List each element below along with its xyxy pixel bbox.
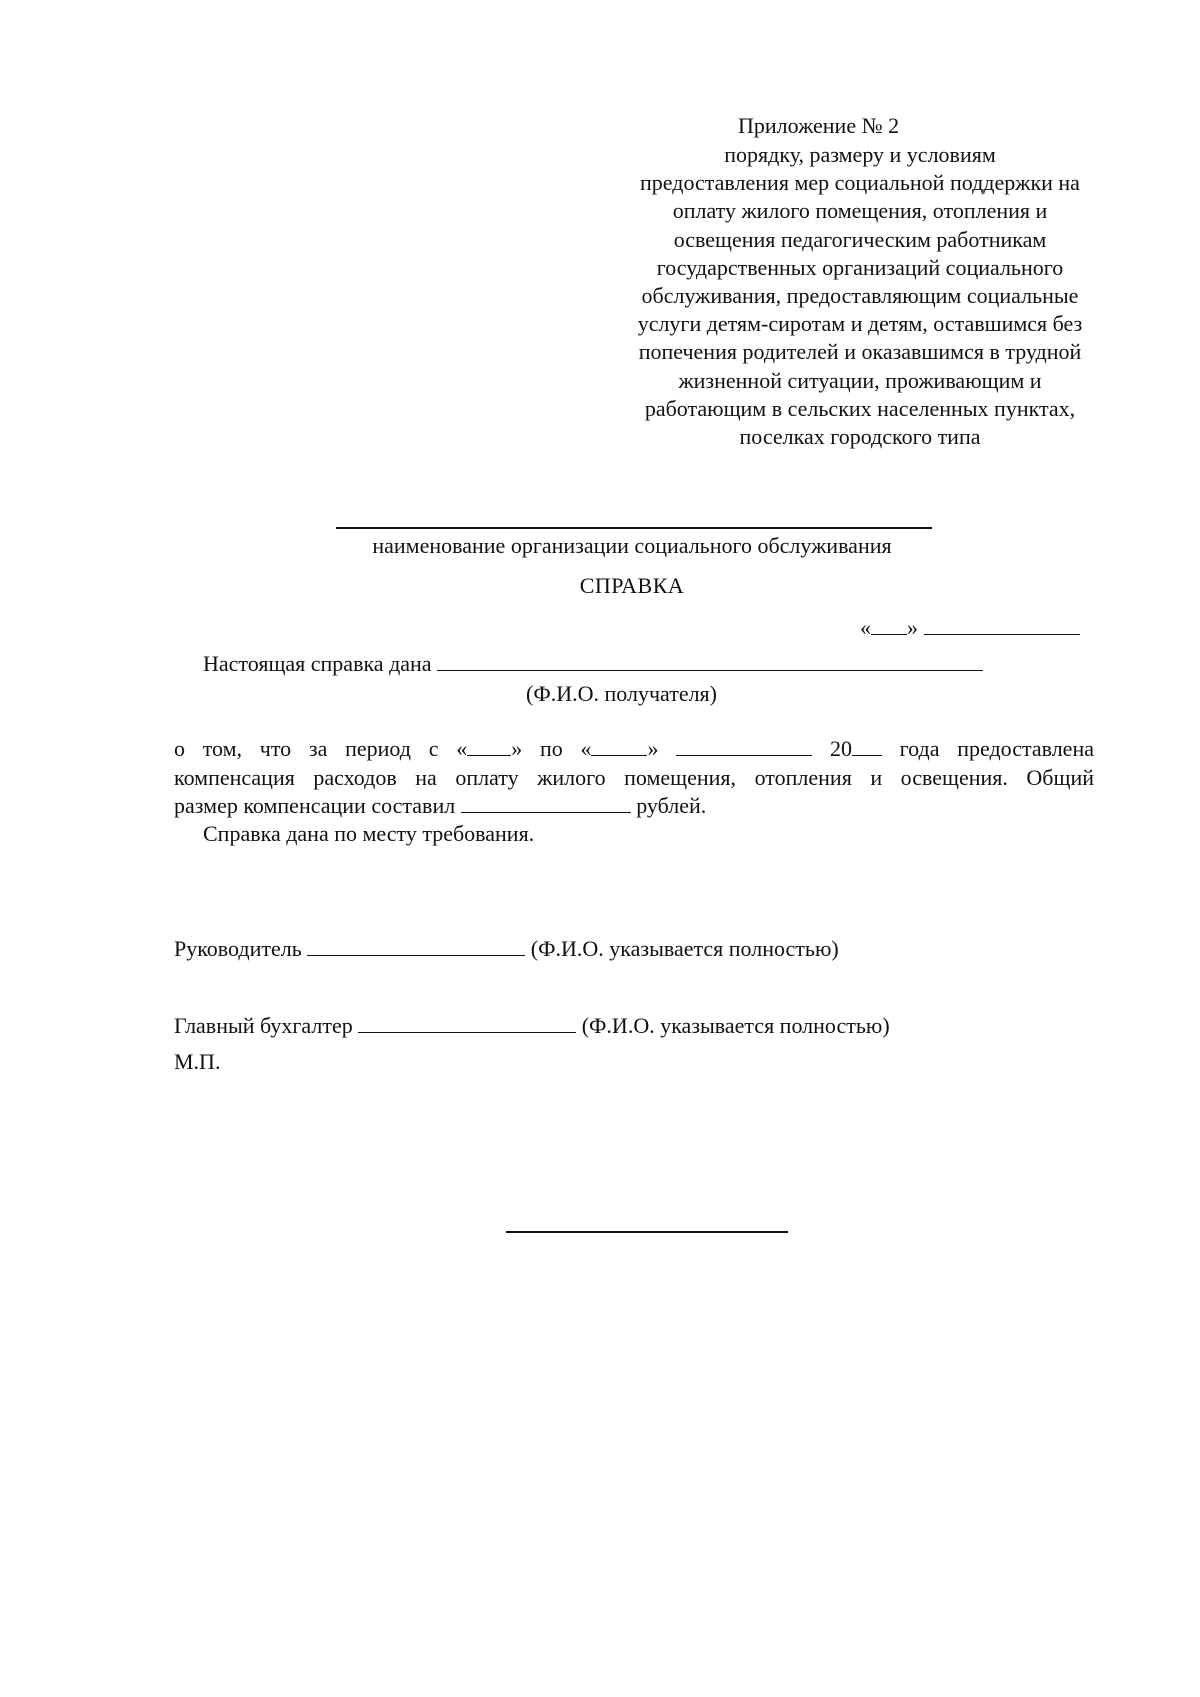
period-start-day-blank xyxy=(467,735,511,756)
head-signature-row xyxy=(174,935,839,963)
date-day-blank xyxy=(871,614,907,635)
date-field xyxy=(860,614,1080,642)
appendix-line: порядку, размеру и условиям xyxy=(724,142,996,167)
paragraph-line-1 xyxy=(174,735,1094,764)
appendix-line: работающим в сельских населенных пунктах, xyxy=(644,395,1076,421)
head-signature-blank xyxy=(307,935,525,956)
appendix-line: жизненной ситуации, проживающим и xyxy=(678,367,1042,393)
appendix-line: оплату жилого помещения, отопления и xyxy=(672,198,1048,224)
paragraph-text: года предоставлена xyxy=(899,736,1094,761)
appendix-line: государственных организаций социального xyxy=(656,254,1064,280)
appendix-line: освещения педагогическим работникам xyxy=(673,226,1047,252)
closing-divider xyxy=(506,1231,788,1233)
head-label: Руководитель xyxy=(174,936,302,961)
document-title: СПРАВКА xyxy=(579,573,685,598)
appendix-line: попечения родителей и оказавшимся в трудной xyxy=(638,339,1082,365)
paragraph-text: » по « xyxy=(511,736,592,761)
paragraph-text: рублей. xyxy=(636,793,707,818)
paragraph-text: размер компенсации составил xyxy=(174,793,456,818)
appendix-text xyxy=(600,141,1120,451)
period-end-day-blank xyxy=(591,735,647,756)
date-open-quote: « xyxy=(860,615,871,640)
appendix-line: предоставления мер социальной поддержки на xyxy=(640,170,1080,196)
paragraph-text: » xyxy=(647,736,659,761)
appendix-line: услуги детям-сиротам и детям, оставшимся без xyxy=(637,311,1083,337)
date-close-quote: » xyxy=(907,615,918,640)
accountant-signature-row xyxy=(174,1012,890,1040)
year-blank xyxy=(852,735,882,756)
appendix-line: обслуживания, предоставляющим социальные xyxy=(641,283,1079,309)
recipient-name-blank xyxy=(437,650,983,671)
appendix-title: Приложение № 2 xyxy=(738,113,900,138)
requirement-note: Справка дана по месту требования. xyxy=(203,821,535,846)
organization-name-blank xyxy=(336,527,932,529)
compensation-amount-blank xyxy=(461,792,631,813)
head-note: (Ф.И.О. указывается полностью) xyxy=(530,936,839,961)
period-month-blank xyxy=(676,735,812,756)
accountant-label: Главный бухгалтер xyxy=(174,1013,353,1038)
paragraph-line-3 xyxy=(174,792,1094,821)
stamp-place: М.П. xyxy=(174,1049,221,1074)
organization-caption: наименование организации социального обслуживания xyxy=(372,533,892,558)
main-paragraph xyxy=(174,735,1094,821)
accountant-note: (Ф.И.О. указывается полностью) xyxy=(581,1013,890,1038)
date-month-blank xyxy=(924,614,1080,635)
appendix-line: поселках городского типа xyxy=(739,424,981,450)
paragraph-text: 20 xyxy=(829,736,852,761)
paragraph-line-2: компенсация расходов на оплату жилого помещения, отопления и освещения. Общий xyxy=(174,764,1094,790)
recipient-caption: (Ф.И.О. получателя) xyxy=(526,681,718,706)
paragraph-text: о том, что за период с « xyxy=(174,736,468,761)
issued-label: Настоящая справка дана xyxy=(203,651,432,676)
accountant-signature-blank xyxy=(358,1012,576,1033)
issued-to-row xyxy=(203,650,983,678)
